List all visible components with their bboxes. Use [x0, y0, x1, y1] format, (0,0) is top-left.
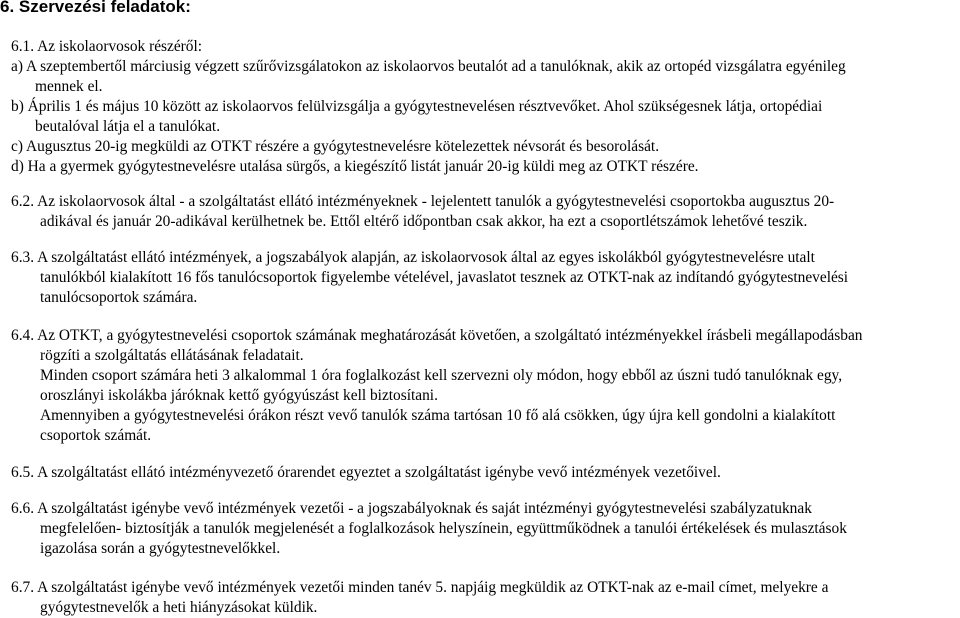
paragraph-6-5-line-1: 6.5. A szolgáltatást ellátó intézményvezető órarendet egyeztet a szolgáltatást igénybe vevő intézmények vezetőivel. [11, 464, 721, 481]
list-item-a: a) A szeptembertől márciusig végzett szűrővizsgálatokon az iskolaorvos beutalót ad a tanulóknak, akik az ortopéd vizsgálatra egyénileg [11, 58, 846, 75]
paragraph-6-6-line-2: megfelelően- biztosítják a tanulók megjelenését a foglalkozások helyszínein, együttműködnek a tanulói értékelések és mulasztások [40, 520, 847, 537]
paragraph-6-4-line-2: rögzíti a szolgáltatás ellátásának feladatait. [40, 347, 304, 364]
paragraph-6-7-line-2: gyógytestnevelők a heti hiányzásokat küldik. [40, 599, 318, 616]
paragraph-6-4-line-3: Minden csoport számára heti 3 alkalommal 1 óra foglalkozást kell szervezni oly módon, hogy ebből az úszni tudó tanulóknak egy, [40, 367, 843, 384]
paragraph-6-4-line-1: 6.4. Az OTKT, a gyógytestnevelési csoportok számának meghatározását követően, a szolgáltató intézményekkel írásbeli megállapodásban [11, 327, 863, 344]
paragraph-6-7-line-1: 6.7. A szolgáltatást igénybe vevő intézmények vezetői minden tanév 5. napjáig megküldik az OTKT-nak az e-mail címet, melyekre a [11, 579, 829, 596]
paragraph-6-2-line-2: adikával és január 20-adikával kerülhetnek be. Ettől eltérő időpontban csak akkor, ha ezt a csoportlétszámok lehetővé teszik. [40, 213, 808, 230]
paragraph-6-3-line-2: tanulókból kialakított 16 fős tanulócsoportok figyelembe vételével, javaslatot tesznek az OTKT-nak az indítandó gyógytestnevelési [40, 269, 849, 286]
list-item-d: d) Ha a gyermek gyógytestnevelésre utalása sürgős, a kiegészítő listát január 20-ig küldi meg az OTKT részére. [11, 158, 699, 175]
paragraph-6-6-line-3: igazolása során a gyógytestnevelőkkel. [40, 540, 281, 557]
list-item-a-cont: mennek el. [35, 78, 103, 95]
list-item-c: c) Augusztus 20-ig megküldi az OTKT részére a gyógytestnevelésre kötelezettek névsorát és besorolását. [11, 138, 660, 155]
paragraph-6-2-line-1: 6.2. Az iskolaorvosok által - a szolgáltatást ellátó intézményeknek - lejelentett tanulók a gyógytestnevelési csoportokba augusztus 20- [11, 193, 835, 210]
paragraph-6-4-line-4: oroszlányi iskolákba járóknak kettő gyógyúszást kell biztosítani. [40, 387, 438, 404]
section-heading: 6. Szervezési feladatok: [0, 0, 191, 16]
paragraph-6-3-line-1: 6.3. A szolgáltatást ellátó intézmények, a jogszabályok alapján, az iskolaorvosok által az egyes iskolákból gyógytestnevelésre utalt [11, 249, 815, 266]
list-item-b: b) Április 1 és május 10 között az iskolaorvos felülvizsgálja a gyógytestnevelésen résztvevőket. Ahol szükségesnek látja, ortopédiai [11, 98, 823, 115]
paragraph-6-4-line-6: csoportok számát. [40, 427, 152, 444]
subsection-title-6-1: 6.1. Az iskolaorvosok részéről: [11, 38, 203, 55]
paragraph-6-6-line-1: 6.6. A szolgáltatást igénybe vevő intézmények vezetői - a jogszabályoknak és saját intézményi gyógytestnevelési szabályzatuknak [11, 500, 812, 517]
paragraph-6-3-line-3: tanulócsoportok számára. [40, 289, 198, 306]
paragraph-6-4-line-5: Amennyiben a gyógytestnevelési órákon részt vevő tanulók száma tartósan 10 fő alá csökken, úgy újra kell gondolni a kialakított [40, 407, 836, 424]
list-item-b-cont: beutalóval látja el a tanulókat. [35, 118, 221, 135]
